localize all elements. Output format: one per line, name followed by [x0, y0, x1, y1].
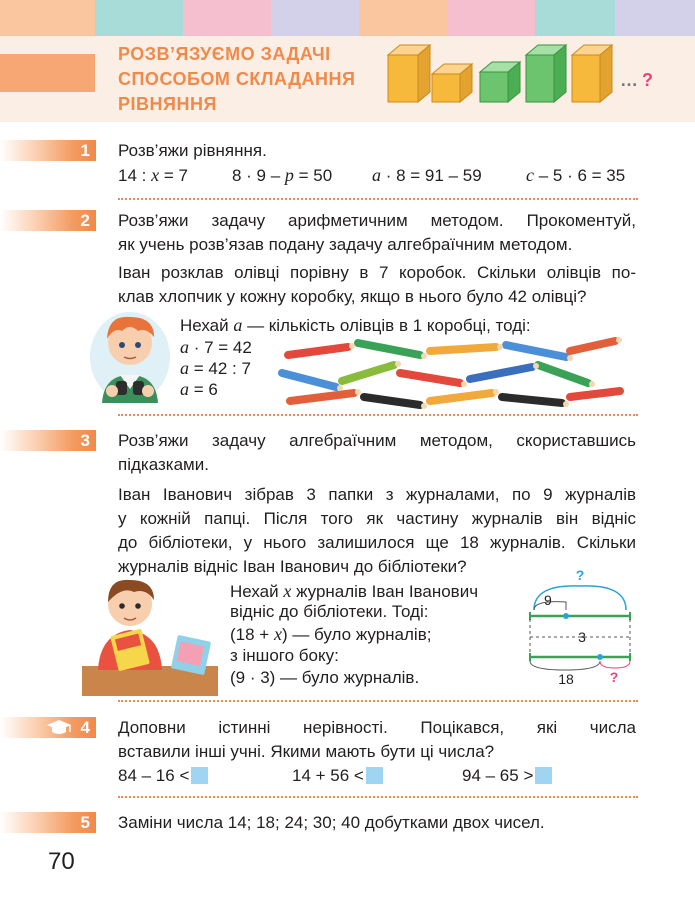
pencil [290, 393, 354, 401]
task-2-problem-line-1: Іван розклав олівці порівну в 7 коробок. Скільки олівців по- [118, 263, 636, 282]
header-stripe-4 [271, 0, 359, 36]
pencil [538, 365, 588, 383]
pencil [502, 397, 562, 403]
task-4-inequality-3: 94 – 65 > [462, 764, 552, 788]
separator-3 [118, 700, 638, 702]
task-3-hint-line-5: (9 · 3) — було журналів. [230, 668, 420, 687]
task-3-problem-line-4: журналів відніс Іван Іванович до бібліотеки? [118, 557, 467, 576]
pencil [364, 397, 420, 405]
pencil [430, 347, 496, 351]
pencil [570, 391, 620, 397]
task-2-solution-intro: Нехай a — кількість олівців в 1 коробці, тоді: [180, 315, 531, 335]
task-1-instruction: Розв’яжи рівняння. [118, 141, 267, 160]
header-stripe-7 [535, 0, 615, 36]
page-number: 70 [48, 848, 75, 875]
cube-orange-tall [388, 45, 430, 102]
task-2-solution-line-2: a = 42 : 7 [180, 358, 251, 378]
pencil [470, 367, 532, 379]
task-3-hint-line-2: відніс до бібліотеки. Тоді: [230, 602, 429, 621]
header-stripe-2 [95, 0, 183, 36]
diagram-18-brace [530, 661, 600, 670]
answer-box-3[interactable] [535, 767, 552, 784]
header-ellipsis [620, 70, 653, 91]
task-5-instruction: Заміни числа 14; 18; 24; 30; 40 добутками двох чисел. [118, 813, 545, 832]
segment-diagram [520, 562, 645, 690]
task-4-instruction-line-2: вставили інші учні. Якими мають бути ці числа? [118, 742, 495, 761]
pencil [570, 341, 615, 351]
task-2-number-tab [0, 210, 96, 231]
pencil [400, 373, 460, 383]
answer-box-2[interactable] [366, 767, 383, 784]
cube-orange-tall-2 [572, 45, 612, 102]
task-3-hint-line-1: Нехай x журналів Іван Іванович [230, 581, 479, 601]
separator-1 [118, 198, 638, 200]
header-stripe-6 [447, 0, 535, 36]
header-tab [0, 54, 95, 92]
diagram-top-question: ? [575, 567, 585, 583]
task-3-problem-line-3: до бібліотеки, у нього залишилося ще 18 журналів. Скільки [118, 533, 636, 552]
task-3-number-tab [0, 430, 96, 451]
cube-green-small [480, 62, 520, 102]
task-4-inequality-2: 14 + 56 < [292, 764, 383, 788]
task-3-hint-line-3: (18 + x) — було журналів; [230, 624, 432, 644]
task-4-number-tab [0, 717, 96, 738]
header-stripe-5 [359, 0, 447, 36]
page-title [118, 42, 355, 117]
task-3-problem-line-2: у кожній папці. Після того як частину журналів він відніс [118, 509, 636, 528]
task-2-number: 2 [80, 211, 90, 230]
task-1-equation-3: a · 8 = 91 – 59 [372, 165, 482, 185]
task-2-solution-line-1: a · 7 = 42 [180, 337, 252, 357]
title-line-1: РОЗВ’ЯЗУЄМО ЗАДАЧІ [118, 44, 331, 64]
task-3-number: 3 [80, 431, 90, 450]
boy-with-binoculars-illustration [80, 305, 175, 405]
task-3-problem-line-1: Іван Іванович зібрав 3 папки з журналами, по 9 журналів [118, 485, 636, 504]
pencil [342, 365, 394, 381]
ellipsis-text: … [620, 70, 638, 90]
task-3-instruction-line-2: підказками. [118, 455, 209, 474]
task-1-equation-4: c – 5 · 6 = 35 [526, 165, 626, 185]
task-5-number-tab [0, 812, 96, 833]
diagram-label-3: 3 [578, 629, 586, 645]
task-3-hint-line-4: з іншого боку: [230, 646, 339, 665]
pencil [282, 373, 336, 387]
task-2-solution-line-3: a = 6 [180, 379, 218, 399]
task-4-instruction-line-1: Доповни істинні нерівності. Поцікався, які числа [118, 718, 636, 737]
cubes-illustration [380, 40, 620, 110]
task-2-instruction-line-2: як учень розв’язав подану задачу алгебраїчним методом. [118, 235, 573, 254]
task-1-equation-2: 8 · 9 – p = 50 [232, 165, 333, 185]
task-2-problem-line-2: клав хлопчик у кожну коробку, якщо в нього було 42 олівці? [118, 287, 587, 306]
header-stripe-8 [615, 0, 695, 36]
pencil [506, 345, 566, 357]
pencil [430, 393, 492, 401]
task-3-instruction-line-1: Розв’яжи задачу алгебраїчним методом, скориставшись [118, 431, 636, 450]
diagram-bottom-brace [600, 661, 630, 668]
diagram-bottom-question: ? [609, 669, 619, 685]
task-2-instruction-line-1: Розв’яжи задачу арифметичним методом. Прокоментуй, [118, 211, 636, 230]
diagram-label-9: 9 [544, 592, 552, 608]
task-1-number-tab [0, 140, 96, 161]
separator-2 [118, 414, 638, 416]
header-stripe-1 [0, 0, 95, 36]
pencils-illustration [270, 335, 630, 413]
title-line-3: РІВНЯННЯ [118, 94, 217, 114]
task-1-number: 1 [80, 141, 90, 160]
header-stripe-3 [183, 0, 271, 36]
answer-box-1[interactable] [191, 767, 208, 784]
separator-4 [118, 796, 638, 798]
graduation-cap-icon [46, 719, 72, 736]
pencil [288, 347, 348, 355]
header-question-mark: ? [642, 70, 653, 90]
task-1-equation-1: 14 : x = 7 [118, 165, 188, 185]
task-4-number: 4 [80, 718, 90, 737]
task-5-number: 5 [80, 813, 90, 832]
pencil [358, 343, 420, 355]
cube-green-tall [526, 45, 566, 102]
boy-with-magazines-illustration [78, 570, 218, 698]
diagram-label-18: 18 [558, 671, 574, 687]
title-line-2: СПОСОБОМ СКЛАДАННЯ [118, 69, 356, 89]
task-4-inequality-1: 84 – 16 < [118, 764, 208, 788]
cube-orange-small [432, 64, 472, 102]
